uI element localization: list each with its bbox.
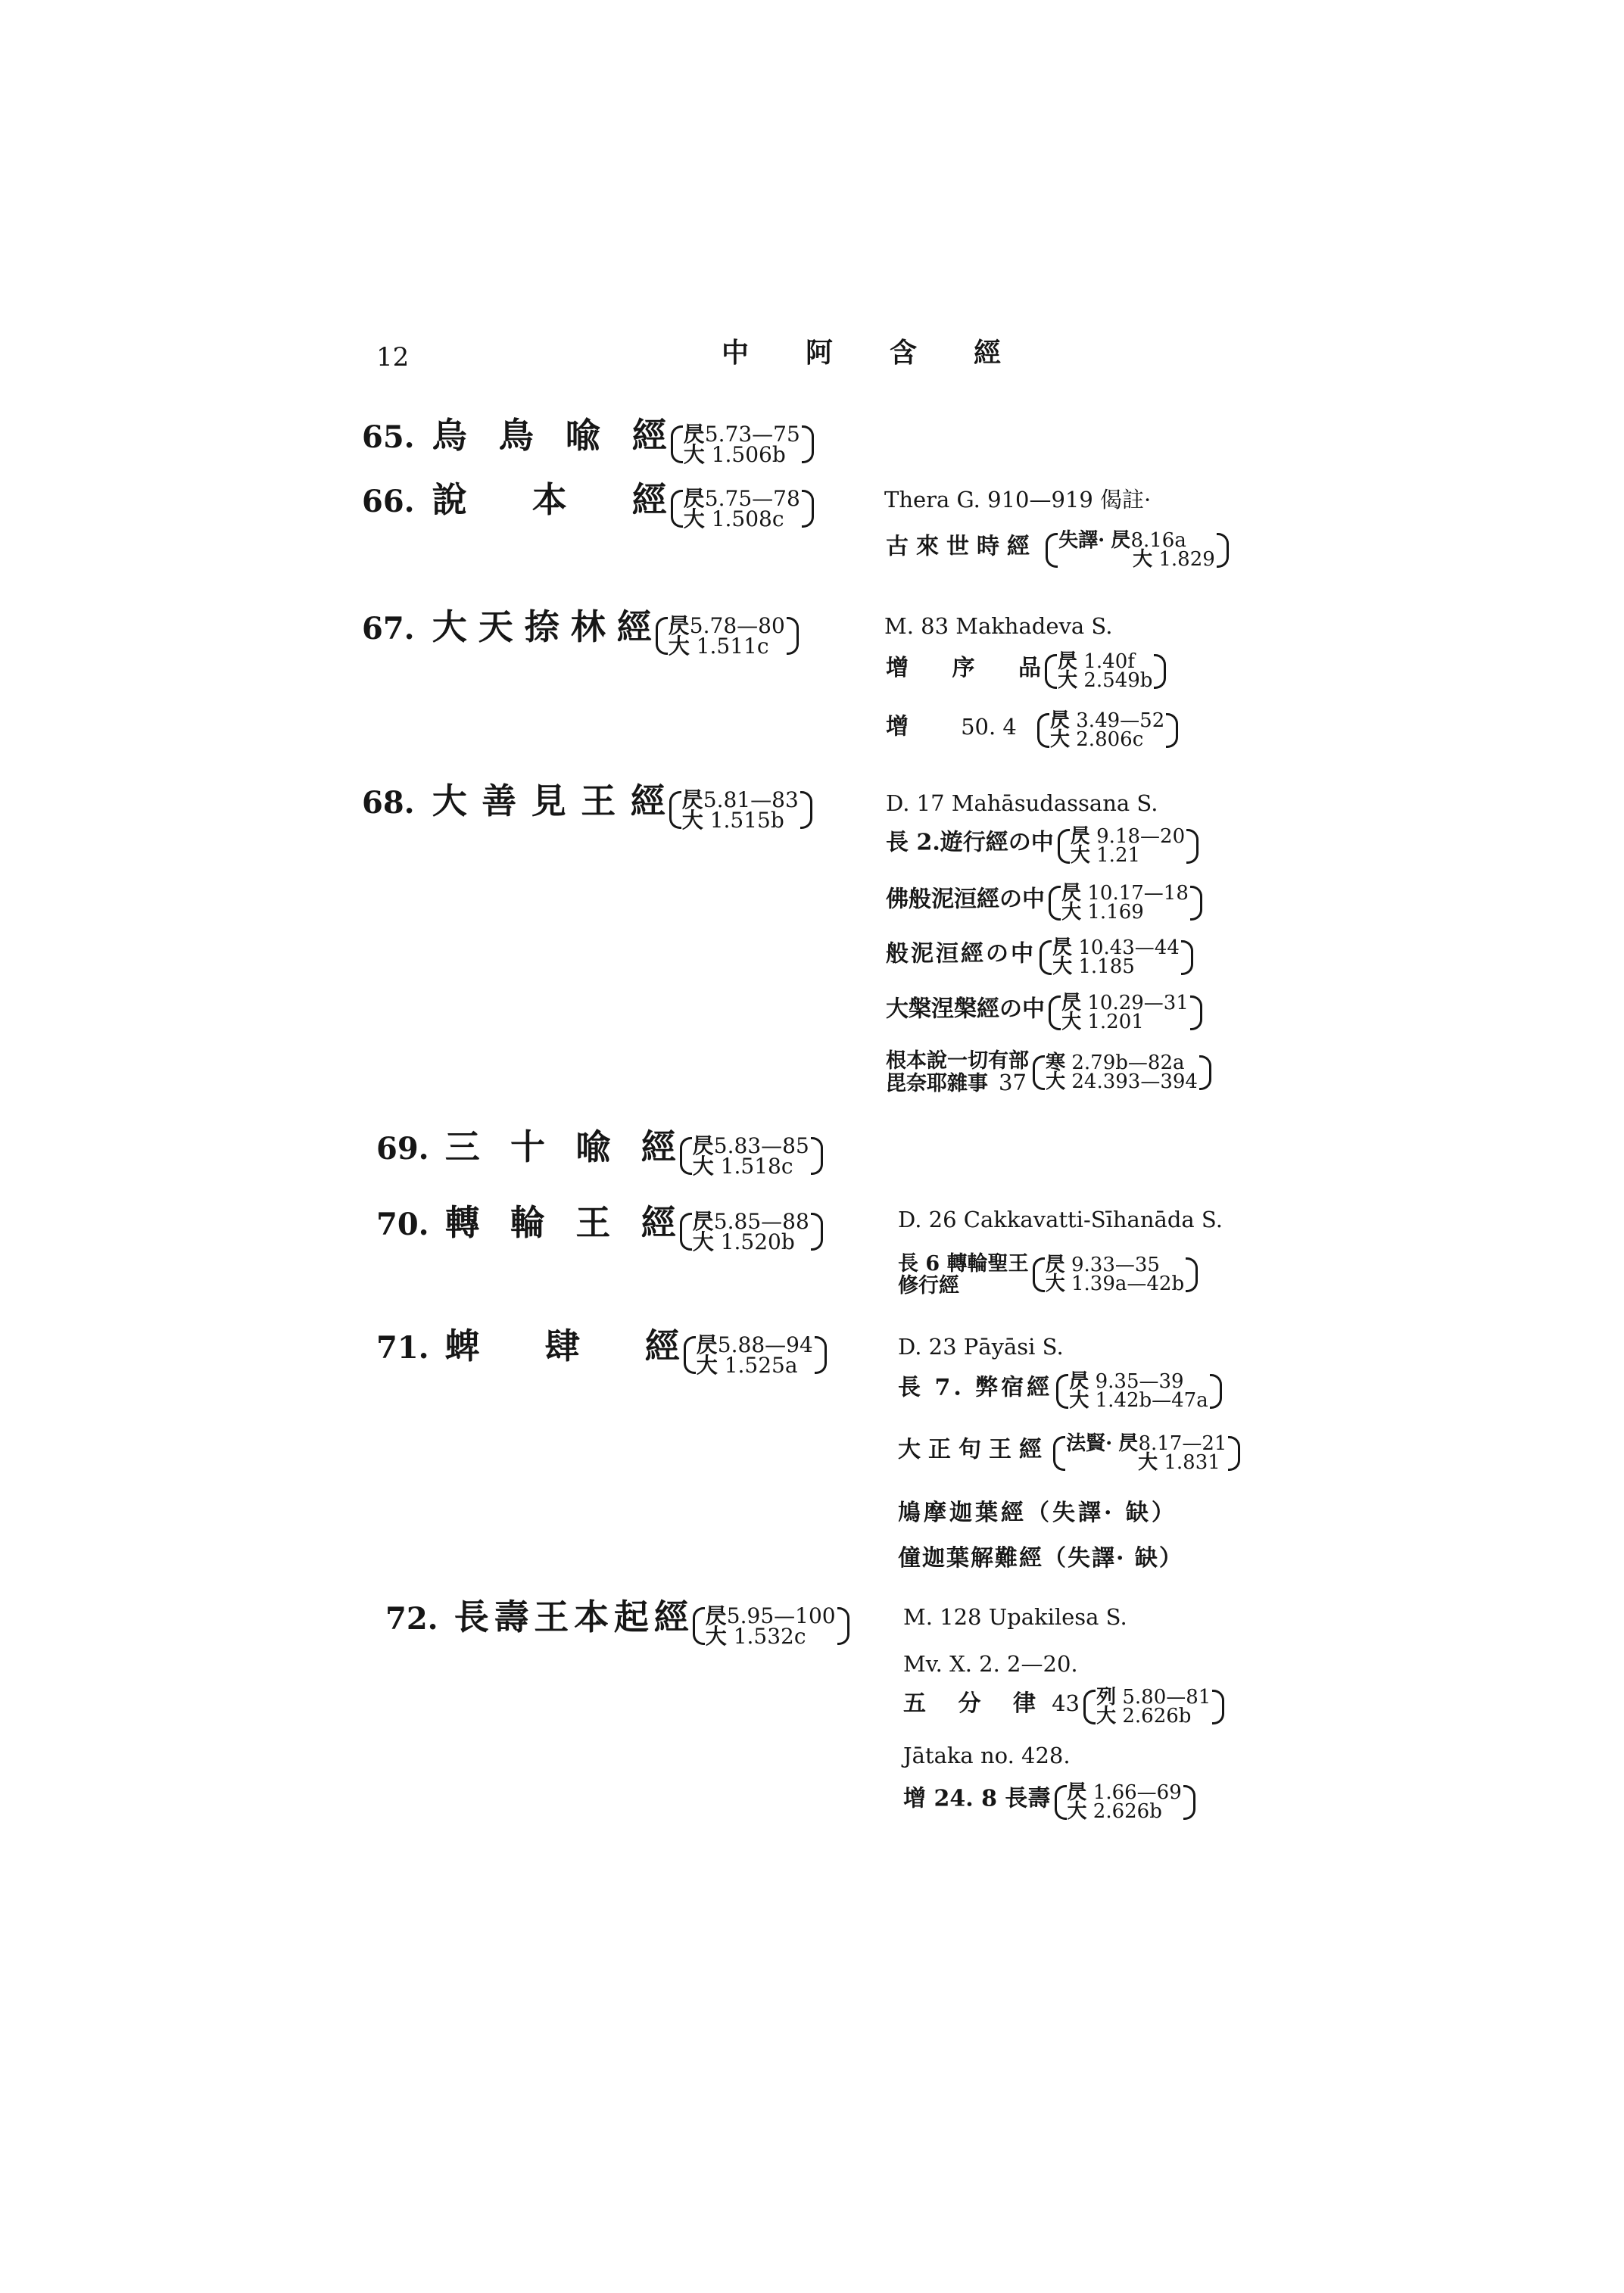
chinese-parallel: 增 24. 8 長壽 昃 1.66—69 大 2.626b (903, 1784, 1195, 1821)
running-head: 中阿含經 (722, 337, 1058, 369)
entry-title: 大天捺林經 (432, 606, 652, 647)
entry-title: 大善見王經 (432, 780, 665, 821)
reference-bracket: 昃5.85—88 大 1.520b (680, 1211, 823, 1252)
reference-bracket: 昃 10.29—31 大 1.201 (1049, 994, 1202, 1032)
reference-bracket: 昃5.95—100 大 1.532c (693, 1606, 849, 1647)
reference-bracket: 昃5.75—78 大 1.508c (671, 488, 814, 529)
chinese-parallel (898, 1253, 1198, 1297)
chinese-parallel: 大正句王經 法賢· 昃8.17—21 大 1.831 (898, 1435, 1240, 1472)
reference-bracket: 昃5.88—94 大 1.525a (684, 1335, 827, 1375)
pali-parallel: D. 17 Mahāsudassana S. (886, 790, 1158, 816)
pali-parallel: D. 26 Cakkavatti-Sīhanāda S. (898, 1207, 1223, 1232)
entry-72 (385, 1597, 849, 1649)
chinese-parallel: 長 7. 弊宿經 昃 9.35—39 大 1.42b—47a (898, 1372, 1222, 1410)
reference-bracket: 昃 9.33—35 大 1.39a—42b (1033, 1256, 1198, 1294)
pali-parallel: Mv. X. 2. 2—20. (903, 1651, 1078, 1677)
entry-title: 蜱肆經 (444, 1326, 680, 1366)
reference-bracket: 昃 1.40f 大 2.549b (1045, 653, 1166, 690)
chinese-parallel (886, 1050, 1211, 1095)
entry-68 (362, 780, 812, 833)
reference-bracket: 法賢· 昃8.17—21 大 1.831 (1053, 1435, 1240, 1472)
reference-bracket: 寒 2.79b—82a 大 24.393—394 (1033, 1054, 1211, 1092)
entry-number: 65. (362, 419, 415, 455)
entry-title: 烏鳥喩經 (432, 415, 667, 456)
entry-number: 69. (376, 1131, 429, 1167)
reference-bracket: 昃 9.35—39 大 1.42b—47a (1056, 1372, 1221, 1410)
chinese-parallel: 大槃涅槃經の中 昃 10.29—31 大 1.201 (886, 994, 1202, 1032)
chinese-parallel: 佛般泥洹經の中 昃 10.17—18 大 1.169 (886, 884, 1202, 922)
reference-bracket: 昃 3.49—52 大 2.806c (1037, 712, 1178, 749)
entry-number: 72. (385, 1601, 438, 1637)
pali-parallel: Jātaka no. 428. (903, 1743, 1071, 1768)
page-number: 12 (376, 342, 410, 372)
entry-65 (362, 415, 814, 467)
chinese-parallel: 古來世時經 失譯· 昃8.16a 大 1.829 (886, 531, 1229, 569)
reference-bracket: 昃5.81—83 大 1.515b (669, 790, 812, 830)
chinese-parallel: 鳩摩迦葉經（失譯· 缺） (898, 1500, 1177, 1526)
chinese-parallel: 增序品 昃 1.40f 大 2.549b (886, 653, 1166, 690)
entry-number: 66. (362, 484, 415, 519)
pali-parallel: D. 23 Pāyāsi S. (898, 1334, 1064, 1360)
entry-71 (376, 1326, 827, 1378)
reference-bracket: 昃5.78—80 大 1.511c (656, 615, 799, 656)
pali-parallel: Thera G. 910—919 偈註· (884, 487, 1152, 512)
reference-bracket: 昃 10.43—44 大 1.185 (1040, 939, 1193, 977)
pali-parallel: M. 128 Upakilesa S. (903, 1604, 1127, 1630)
reference-bracket: 昃5.73—75 大 1.506b (671, 424, 814, 465)
entry-title: 長壽王本起經 (454, 1597, 689, 1637)
entry-title: 說本經 (432, 479, 667, 520)
entry-66 (362, 479, 814, 531)
entry-number: 70. (376, 1207, 429, 1242)
parallel-label: 長 6 轉輪聖王 修行經 (898, 1252, 1029, 1298)
reference-bracket: 失譯· 昃8.16a 大 1.829 (1046, 531, 1229, 569)
parallel-label: 根本說一切有部 毘奈耶雜事 37 (886, 1049, 1029, 1095)
reference-bracket: 列 5.80—81 大 2.626b (1083, 1688, 1224, 1726)
reference-bracket: 昃 10.17—18 大 1.169 (1049, 884, 1202, 922)
entry-70 (376, 1202, 823, 1254)
chinese-parallel: 長 2.遊行經の中 昃 9.18—20 大 1.21 (886, 827, 1199, 865)
entry-number: 68. (362, 785, 415, 821)
entry-69 (376, 1126, 823, 1179)
reference-bracket: 昃 9.18—20 大 1.21 (1058, 827, 1199, 865)
entry-number: 71. (376, 1330, 429, 1366)
chinese-parallel: 五分律 43 列 5.80—81 大 2.626b (903, 1688, 1224, 1726)
entry-number: 67. (362, 611, 415, 646)
entry-title: 三十喩經 (444, 1126, 676, 1167)
chinese-parallel: 般泥洹經の中 昃 10.43—44 大 1.185 (886, 939, 1193, 977)
entry-67 (362, 606, 799, 659)
reference-bracket: 昃5.83—85 大 1.518c (680, 1136, 823, 1176)
entry-title: 轉輪王經 (444, 1202, 676, 1243)
chinese-parallel: 僮迦葉解難經（失譯· 缺） (898, 1545, 1183, 1572)
pali-parallel: M. 83 Makhadeva S. (884, 613, 1113, 639)
reference-bracket: 昃 1.66—69 大 2.626b (1055, 1784, 1195, 1821)
chinese-parallel: 增 50. 4 昃 3.49—52 大 2.806c (886, 712, 1178, 749)
